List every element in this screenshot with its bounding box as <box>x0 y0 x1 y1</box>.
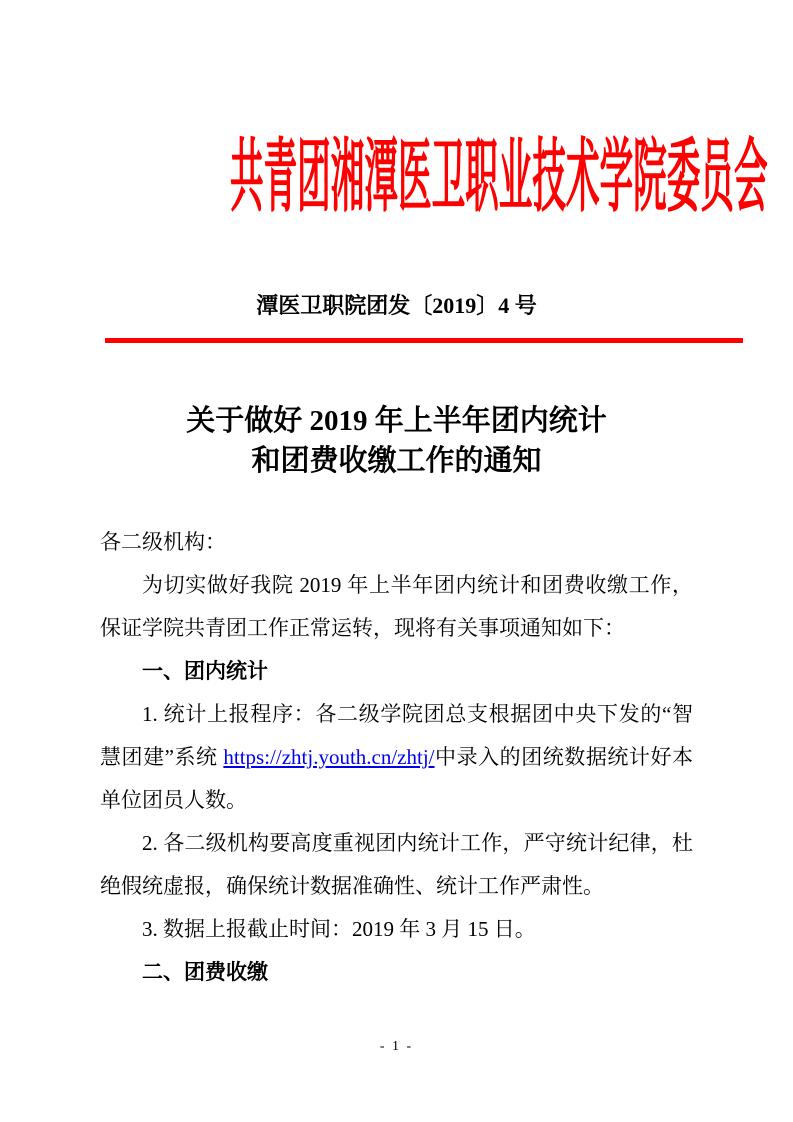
document-title <box>0 401 793 481</box>
page-number: - 1 - <box>379 1039 414 1054</box>
smart-league-url-link[interactable]: https://zhtj.youth.cn/zhtj/ <box>223 745 435 769</box>
item-1-text-after-link: 中录入的团统数据统计好本单位团员人数。 <box>100 745 693 812</box>
document-body <box>100 521 693 994</box>
letterhead-title: 共青团湘潭医卫职业技术学院委员会 <box>229 134 768 222</box>
item-1-text-before-link: 1. 统计上报程序：各二级学院团总支根据团中央下发的“智慧团建”系统 <box>100 702 693 769</box>
document-title-line-2: 和团费收缴工作的通知 <box>251 445 542 477</box>
item-3-paragraph: 3. 数据上报截止时间：2019 年 3 月 15 日。 <box>142 917 536 941</box>
intro-paragraph: 为切实做好我院 2019 年上半年团内统计和团费收缴工作，保证学院共青团工作正常运转，现将有关事项通知如下： <box>100 573 693 640</box>
item-1-paragraph <box>100 693 693 822</box>
section-1-heading: 一、团内统计 <box>142 659 268 683</box>
salutation: 各二级机构： <box>100 530 226 554</box>
section-2-heading: 二、团费收缴 <box>142 960 268 984</box>
document-title-line-1: 关于做好 2019 年上半年团内统计 <box>186 405 607 437</box>
item-2-paragraph: 2. 各二级机构要高度重视团内统计工作，严守统计纪律，杜绝假统虚报，确保统计数据准确性、统计工作严肃性。 <box>100 831 693 898</box>
document-number: 潭医卫职院团发〔2019〕4 号 <box>256 293 537 318</box>
red-divider-line <box>105 338 743 343</box>
